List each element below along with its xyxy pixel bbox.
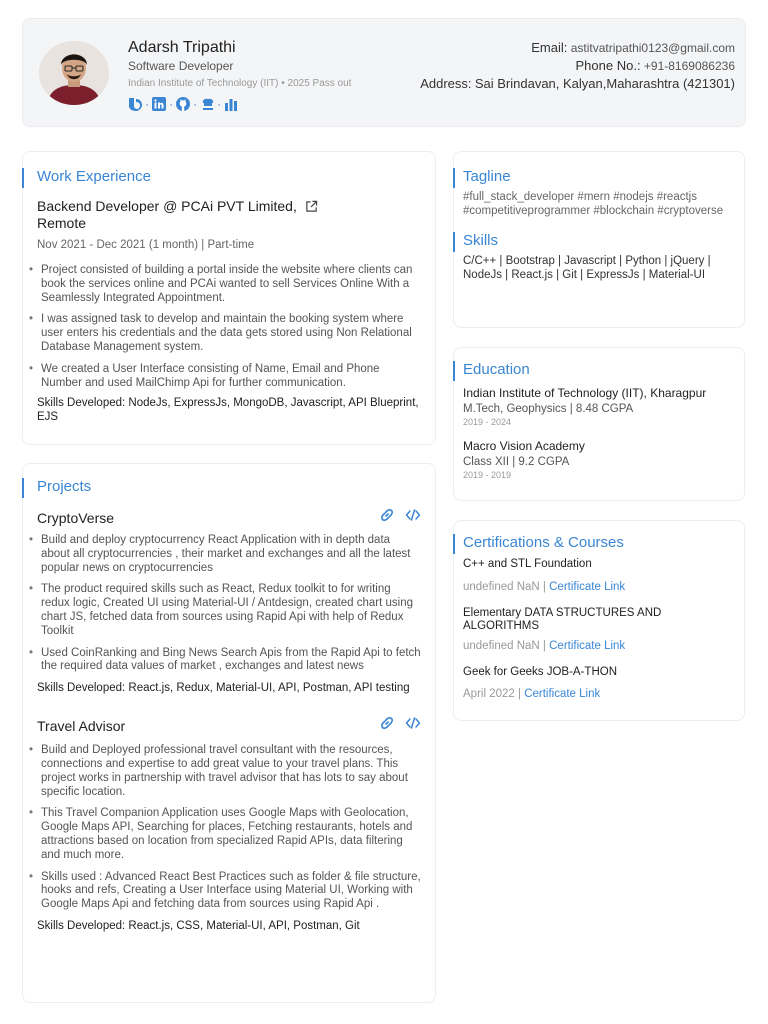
tagline-text: #full_stack_developer #mern #nodejs #reactjs #competitiveprogrammer #blockchain #cryptoverse bbox=[463, 191, 724, 217]
education-item bbox=[463, 439, 734, 480]
contact-info bbox=[420, 39, 735, 93]
education-years: 2019 - 2024 bbox=[463, 417, 512, 427]
certification-name: C++ and STL Foundation bbox=[463, 558, 592, 570]
linkedin-icon[interactable] bbox=[152, 97, 166, 111]
education-institute: Macro Vision Academy bbox=[463, 439, 585, 453]
section-title: Education bbox=[454, 361, 734, 379]
social-links: · · · · bbox=[128, 97, 238, 111]
skills-text: C/C++ | Bootstrap | Javascript | Python | jQuery | NodeJs | React.js | Git | ExpressJs | Material-UI bbox=[463, 255, 711, 281]
certificate-link[interactable]: Certificate Link bbox=[549, 580, 626, 593]
email-value[interactable]: astitvatripathi0123@gmail.com bbox=[570, 41, 735, 55]
profile-institute: Indian Institute of Technology (IIT) • 2025 Pass out bbox=[128, 78, 352, 89]
phone-row bbox=[420, 57, 735, 75]
certification-name: Geek for Geeks JOB-A-THON bbox=[463, 665, 618, 678]
code-icon[interactable] bbox=[405, 715, 421, 736]
job-location: Remote bbox=[37, 215, 87, 231]
work-experience-section bbox=[22, 151, 436, 445]
list-item: • We created a User Interface consisting of Name, Email and Phone Number and used MailChimp Api for further communication. bbox=[23, 363, 421, 391]
skills-developed: Skills Developed: React.js, CSS, Material-UI, API, Postman, Git bbox=[37, 919, 360, 932]
education-section bbox=[453, 347, 745, 501]
certification-item bbox=[463, 558, 734, 593]
github-icon[interactable] bbox=[176, 97, 190, 111]
avatar bbox=[39, 41, 109, 105]
phone-value[interactable]: +91-8169086236 bbox=[643, 59, 735, 73]
certification-date: undefined NaN bbox=[463, 580, 540, 593]
skills-developed: Skills Developed: React.js, Redux, Material-UI, API, Postman, API testing bbox=[37, 682, 410, 695]
list-item: • I was assigned task to develop and maintain the booking system where user enters his credentials and the data gets stored using Non Relational Database Management system. bbox=[23, 313, 421, 354]
certification-meta: undefined NaN | Certificate Link bbox=[463, 580, 626, 593]
projects-section bbox=[22, 463, 436, 1003]
section-title: Certifications & Courses bbox=[454, 534, 734, 552]
stats-icon[interactable] bbox=[224, 97, 238, 111]
job-duration: Nov 2021 - Dec 2021 (1 month) | Part-time bbox=[37, 239, 255, 251]
certificate-link[interactable]: Certificate Link bbox=[524, 688, 601, 700]
certification-meta: April 2022 | Certificate Link bbox=[463, 688, 601, 700]
education-item bbox=[463, 386, 734, 427]
address-row bbox=[420, 75, 735, 93]
profile-header bbox=[22, 18, 746, 127]
link-icon[interactable] bbox=[379, 507, 395, 528]
blog-icon[interactable] bbox=[128, 97, 142, 111]
certification-date: undefined NaN bbox=[463, 639, 540, 652]
link-icon[interactable] bbox=[379, 715, 395, 736]
tagline-skills-section bbox=[453, 151, 745, 328]
section-title: Projects bbox=[23, 478, 421, 496]
project-bullets bbox=[23, 744, 421, 912]
section-title: Tagline bbox=[454, 168, 734, 186]
certification-name: Elementary DATA STRUCTURES AND ALGORITHMS bbox=[463, 606, 662, 632]
education-degree: Class XII | 9.2 CGPA bbox=[463, 456, 570, 468]
list-item: • The product required skills such as React, Redux toolkit to for writing redux logic, Created UI using Material-UI / Antdesign, created chart using chart JS, fetched data from sources using Rapid Api with help of Redux Toolkit bbox=[23, 583, 421, 638]
email-label: Email: bbox=[531, 40, 568, 55]
project-item bbox=[37, 715, 421, 933]
certification-item bbox=[463, 666, 734, 701]
list-item: • Project consisted of building a portal inside the website where clients can book the services online and PCAi wanted to sell Services Online With a Seamlessly Integrated Appointment. bbox=[23, 264, 421, 305]
education-years: 2019 - 2019 bbox=[463, 470, 512, 480]
job-bullets bbox=[23, 264, 421, 390]
certificate-link[interactable]: Certificate Link bbox=[549, 639, 626, 652]
project-name: CryptoVerse bbox=[37, 509, 115, 526]
education-degree: M.Tech, Geophysics | 8.48 CGPA bbox=[463, 403, 634, 415]
project-name: Travel Advisor bbox=[37, 717, 126, 734]
phone-label: Phone No.: bbox=[575, 58, 641, 73]
codechef-icon[interactable] bbox=[200, 97, 214, 111]
section-title: Skills bbox=[454, 232, 734, 250]
list-item: • Build and Deployed professional travel consultant with the resources, connections and expertise to add great value to your travel plans. This project works in partnership with travel advisor that has lots to say about specific location. bbox=[23, 744, 421, 799]
code-icon[interactable] bbox=[405, 507, 421, 528]
certification-meta: undefined NaN | Certificate Link bbox=[463, 639, 626, 652]
project-bullets bbox=[23, 534, 421, 674]
list-item: • Skills used : Advanced React Best Practices such as folder & file structure, hooks and refs, Creating a User Interface using Material UI, Working with Google Maps Api and fetching data from sources using Rapid Api . bbox=[23, 871, 421, 912]
address-label: Address: bbox=[420, 76, 472, 91]
list-item: • Build and deploy cryptocurrency React Application with in depth data about all cryptocurrencies , their market and exchanges and all the latest popular news on cryptocurrencies bbox=[23, 534, 421, 575]
skills-developed: Skills Developed: NodeJs, ExpressJs, MongoDB, Javascript, API Blueprint, EJS bbox=[37, 397, 419, 424]
certification-date: April 2022 bbox=[463, 688, 515, 700]
address-value: Sai Brindavan, Kalyan,Maharashtra (421301) bbox=[474, 76, 735, 91]
certification-item bbox=[463, 607, 734, 652]
profile-name: Adarsh Tripathi bbox=[128, 39, 236, 56]
list-item: • This Travel Companion Application uses Google Maps with Geolocation, Google Maps API, Searching for places, Fetching restaurants, hotels and attractions based on location from specialized Rapid APIs, data filtering and much more. bbox=[23, 807, 421, 862]
email-row bbox=[420, 39, 735, 57]
profile-role: Software Developer bbox=[128, 59, 234, 73]
project-item bbox=[37, 507, 421, 695]
certifications-section bbox=[453, 520, 745, 721]
external-link-icon[interactable] bbox=[305, 200, 318, 218]
list-item: • Used CoinRanking and Bing News Search Apis from the Rapid Api to fetch the required data values of market , exchanges and latest news bbox=[23, 647, 421, 675]
section-title: Work Experience bbox=[23, 168, 421, 186]
job-title: Backend Developer @ PCAi PVT Limited, bbox=[37, 198, 297, 214]
education-institute: Indian Institute of Technology (IIT), Kharagpur bbox=[463, 386, 707, 400]
